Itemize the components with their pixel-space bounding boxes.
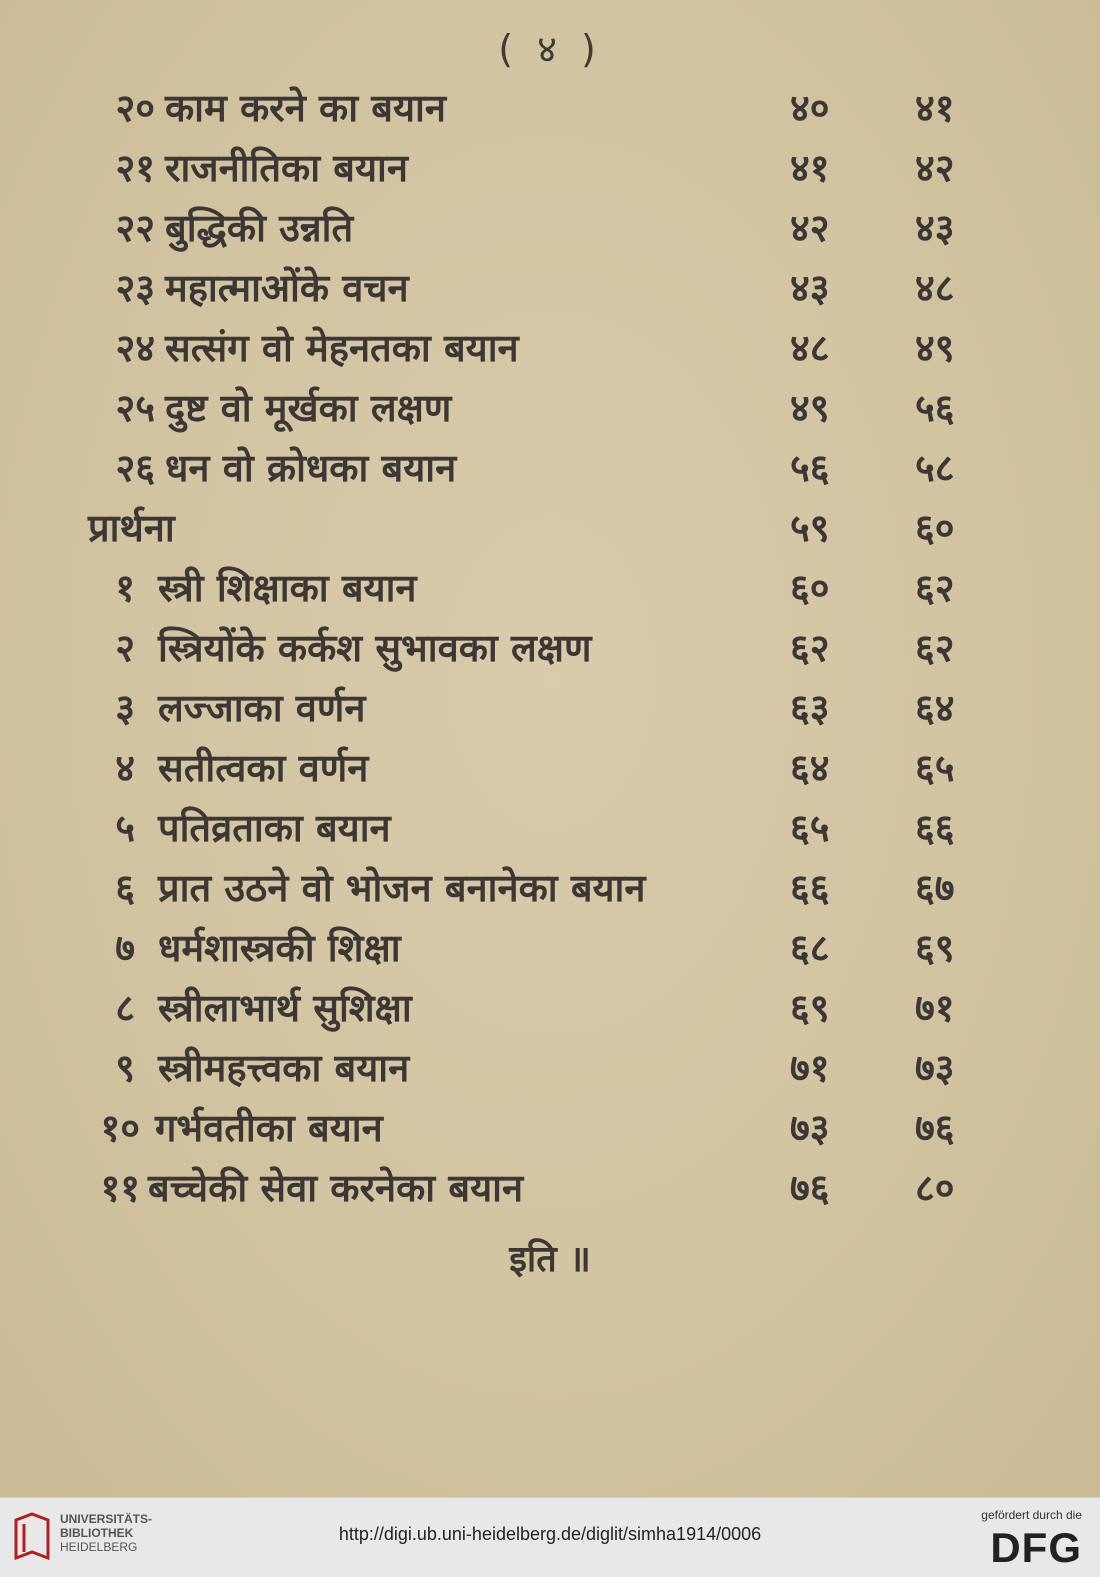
toc-row: [0, 1098, 1100, 1158]
toc-page-from: ६०: [790, 566, 830, 610]
toc-title: पतिव्रताका बयान: [158, 806, 391, 850]
toc-page-to: ५८: [915, 446, 955, 490]
toc-page-to: ६२: [915, 566, 955, 610]
toc-row: [0, 558, 1100, 618]
toc-number: ३: [115, 686, 135, 730]
toc-title: काम करने का बयान: [165, 86, 446, 130]
toc-row: [0, 1158, 1100, 1218]
toc-page-from: ४२: [790, 206, 830, 250]
toc-title: महात्माओंके वचन: [165, 266, 409, 310]
toc-row: [0, 978, 1100, 1038]
library-name-line: BIBLIOTHEK: [60, 1526, 134, 1540]
viewer-footer: [0, 1497, 1100, 1577]
toc-number: २६: [115, 446, 155, 490]
toc-number: १०: [100, 1106, 140, 1150]
toc-title: सत्संग वो मेहनतका बयान: [165, 326, 519, 370]
toc-page-to: ६४: [915, 686, 955, 730]
toc-page-to: ४१: [915, 86, 955, 130]
toc-number: ११: [100, 1166, 140, 1210]
toc-number: १: [115, 566, 135, 610]
toc-page-to: ८०: [915, 1166, 955, 1210]
toc-page-from: ४९: [790, 386, 830, 430]
page-number: ( ४ ): [498, 27, 602, 71]
toc-title: लज्जाका वर्णन: [158, 686, 366, 730]
toc-page-from: ६३: [790, 686, 830, 730]
toc-title: दुष्ट वो मूर्खका लक्षण: [165, 386, 452, 430]
toc-page-from: ५६: [790, 446, 830, 490]
toc-page-from: ६६: [790, 866, 830, 910]
toc-title: सतीत्वका वर्णन: [158, 746, 369, 790]
toc-row: [0, 138, 1100, 198]
toc-number: ७: [115, 926, 135, 970]
toc-number: ९: [115, 1046, 135, 1090]
toc-page-from: ४८: [790, 326, 830, 370]
toc-page-from: ७३: [790, 1106, 830, 1150]
toc-row: [0, 618, 1100, 678]
toc-row: [0, 318, 1100, 378]
toc-page-from: ४३: [790, 266, 830, 310]
toc-row: [0, 378, 1100, 438]
toc-page-to: ५६: [915, 386, 955, 430]
toc-row: [0, 258, 1100, 318]
toc-number: ८: [115, 986, 135, 1030]
toc-page-to: ४८: [915, 266, 955, 310]
toc-page-from: ६५: [790, 806, 830, 850]
toc-page-from: ६४: [790, 746, 830, 790]
toc-title: धर्मशास्त्रकी शिक्षा: [158, 926, 401, 970]
toc-page-from: ७१: [790, 1046, 830, 1090]
toc-number: २१: [115, 146, 155, 190]
toc-page-to: ७३: [915, 1046, 955, 1090]
toc-page-to: ६०: [915, 506, 955, 550]
toc-row: [0, 198, 1100, 258]
toc-page-to: ६२: [915, 626, 955, 670]
toc-page-to: ४३: [915, 206, 955, 250]
toc-title: बच्चेकी सेवा करनेका बयान: [148, 1166, 524, 1210]
toc-row: [0, 798, 1100, 858]
toc-number: २५: [115, 386, 155, 430]
toc-page-from: ६८: [790, 926, 830, 970]
toc-number: २२: [115, 206, 155, 250]
toc-number: २: [115, 626, 135, 670]
library-name-line: UNIVERSITÄTS-: [60, 1512, 153, 1526]
toc-page-from: ७६: [790, 1166, 830, 1210]
toc-page-to: ७१: [915, 986, 955, 1030]
toc-row: [0, 1038, 1100, 1098]
toc-page-from: ४१: [790, 146, 830, 190]
toc-page-to: ६७: [915, 866, 955, 910]
library-name-line: HEIDELBERG: [60, 1540, 138, 1554]
toc-page-from: ४०: [790, 86, 830, 130]
toc-title: धन वो क्रोधका बयान: [165, 446, 457, 490]
funded-by-label: gefördert durch die: [981, 1508, 1082, 1522]
toc-number: ५: [115, 806, 135, 850]
toc-title: प्रात उठने वो भोजन बनानेका बयान: [158, 866, 646, 910]
toc-page-to: ४९: [915, 326, 955, 370]
toc-row: [0, 78, 1100, 138]
toc-number: ६: [115, 866, 135, 910]
toc-row: [0, 858, 1100, 918]
toc-page-to: ६९: [915, 926, 955, 970]
toc-title: स्त्री शिक्षाका बयान: [158, 566, 417, 610]
toc-page-from: ६२: [790, 626, 830, 670]
toc-title: स्त्रियोंके कर्कश सुभावका लक्षण: [158, 626, 592, 670]
toc-page-to: ४२: [915, 146, 955, 190]
toc-row: [0, 438, 1100, 498]
dfg-logo: DFG: [990, 1524, 1082, 1571]
toc-number: २४: [115, 326, 155, 370]
toc-number: २३: [115, 266, 155, 310]
toc-page-to: ७६: [915, 1106, 955, 1150]
toc-number: ४: [115, 746, 135, 790]
toc-title: राजनीतिका बयान: [165, 146, 408, 190]
toc-title: स्त्रीलाभार्थ सुशिक्षा: [158, 986, 412, 1030]
toc-title: प्रार्थना: [88, 506, 175, 550]
toc-page-from: ६९: [790, 986, 830, 1030]
document-url-link[interactable]: http://digi.ub.uni-heidelberg.de/diglit/simha1914/0006: [338, 1524, 762, 1544]
toc-row: [0, 678, 1100, 738]
toc-number: २०: [115, 86, 155, 130]
toc-row: [0, 498, 1100, 558]
toc-row: [0, 738, 1100, 798]
ending-text: इति ॥: [509, 1239, 591, 1280]
toc-row: [0, 918, 1100, 978]
toc-title: बुद्धिकी उन्नति: [165, 206, 354, 250]
toc-title: स्त्रीमहत्त्वका बयान: [158, 1046, 410, 1090]
toc-page-from: ५९: [790, 506, 830, 550]
toc-page-to: ६५: [915, 746, 955, 790]
toc-title: गर्भवतीका बयान: [155, 1106, 383, 1150]
toc-page-to: ६६: [915, 806, 955, 850]
